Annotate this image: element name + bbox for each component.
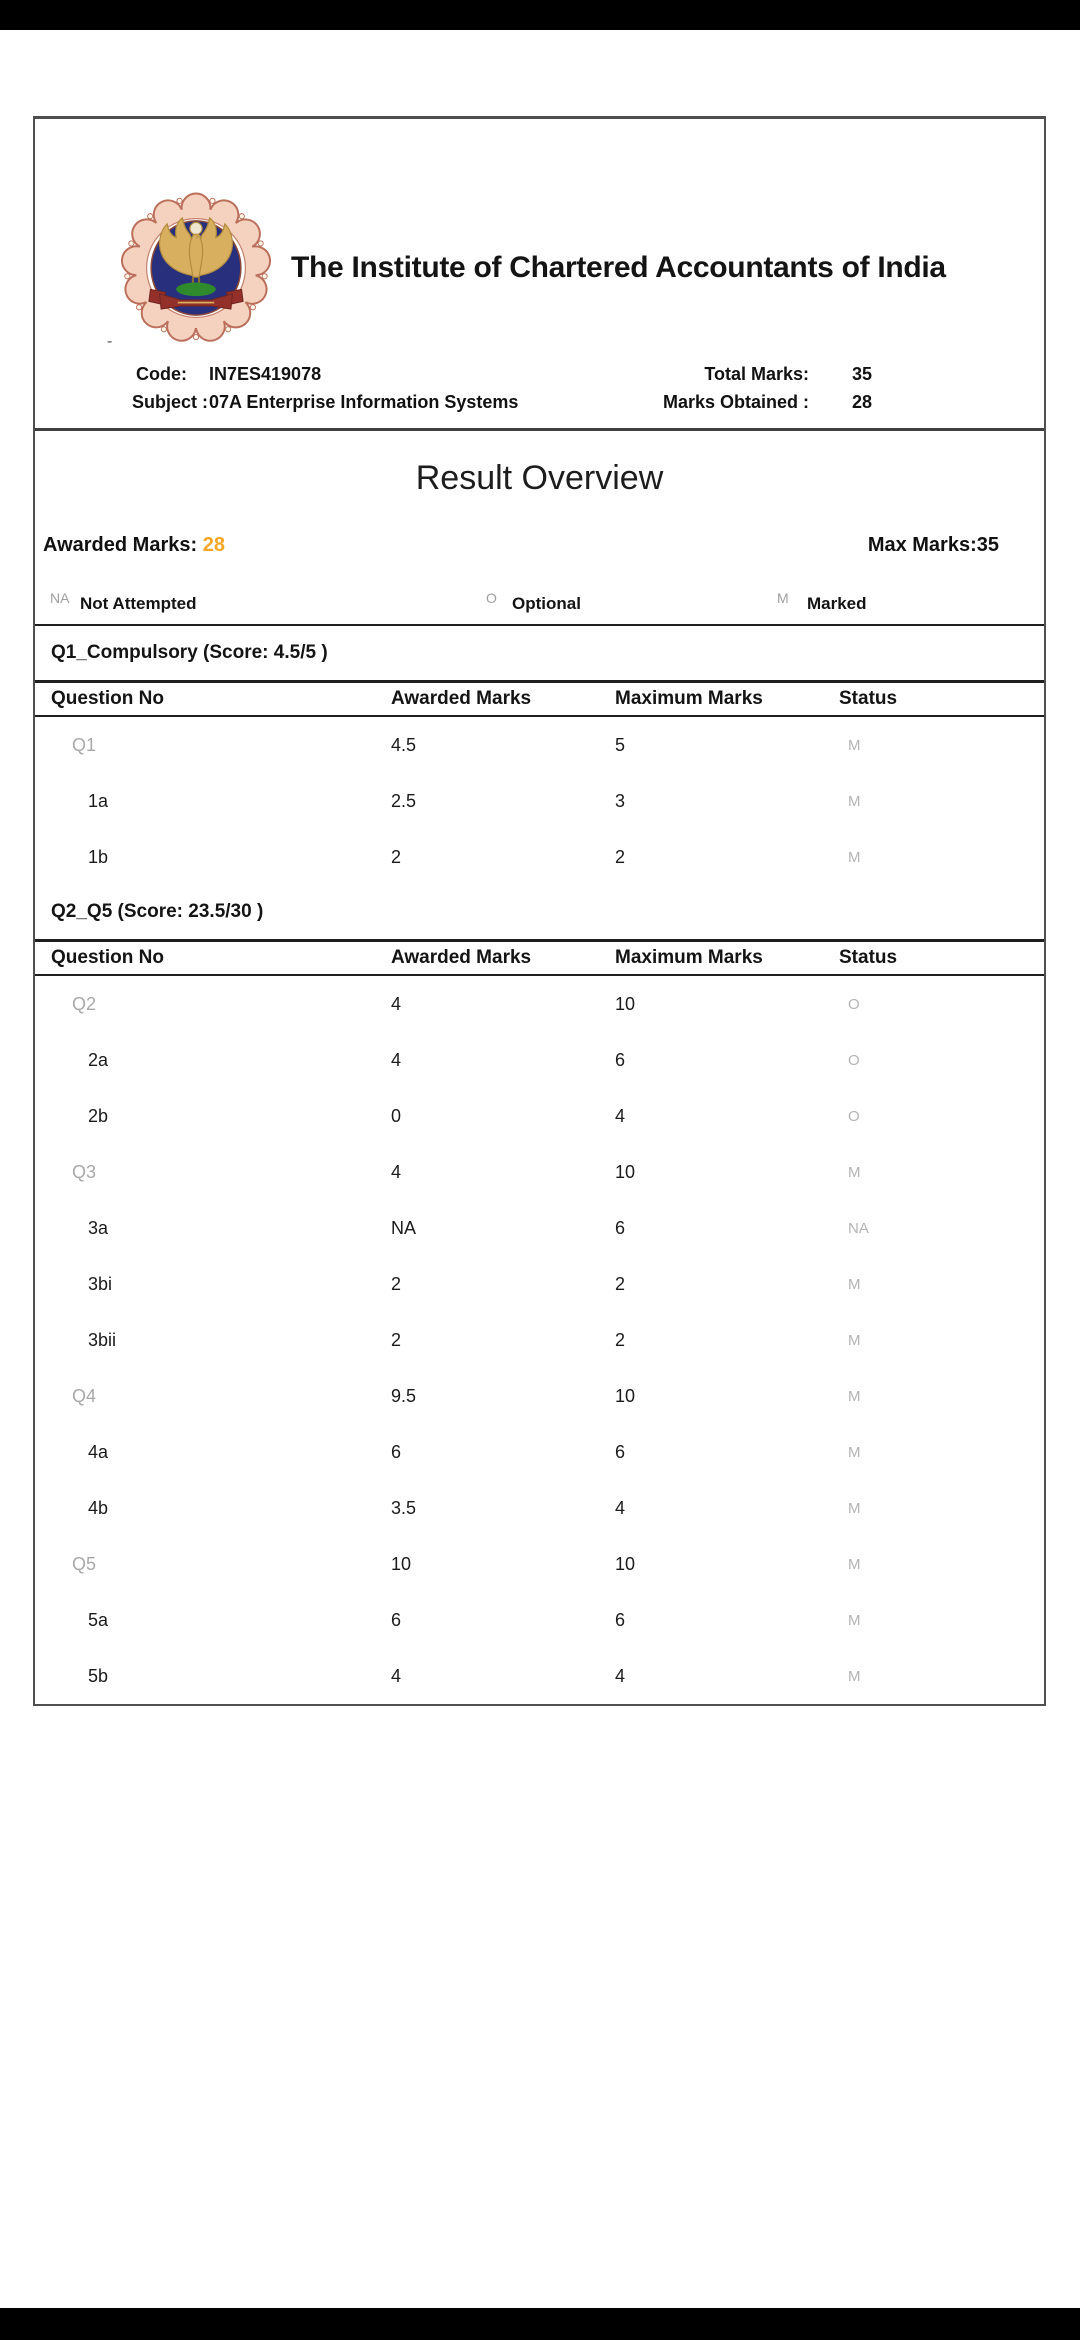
- maximum-cell: 4: [615, 1105, 626, 1126]
- status-bar: [0, 0, 1080, 30]
- table-header-row: [35, 683, 1044, 717]
- awarded-cell: 3.5: [391, 1497, 417, 1518]
- status-cell: M: [848, 792, 861, 810]
- question-cell: 5b: [88, 1665, 109, 1686]
- table-row: [35, 1592, 1044, 1648]
- institute-header: [35, 119, 1044, 344]
- table-row: [35, 1032, 1044, 1088]
- result-section: [35, 626, 1044, 885]
- awarded-cell: 2: [391, 1273, 402, 1294]
- question-cell: 5a: [88, 1609, 109, 1630]
- maximum-cell: 10: [615, 1385, 636, 1406]
- table-row: [35, 1424, 1044, 1480]
- column-header: Status: [839, 947, 898, 968]
- awarded-cell: 4: [391, 1049, 402, 1070]
- question-cell: 4b: [88, 1497, 109, 1518]
- icai-emblem-icon: [120, 192, 272, 344]
- table-row: [35, 717, 1044, 773]
- column-header: Maximum Marks: [615, 688, 763, 709]
- code-label: Code:: [136, 364, 187, 384]
- exam-meta: [35, 344, 1044, 428]
- status-cell: M: [848, 1611, 861, 1629]
- status-cell: M: [848, 1387, 861, 1405]
- awarded-cell: 4: [391, 1665, 402, 1686]
- question-cell: 1a: [88, 790, 109, 811]
- question-cell: 1b: [88, 846, 109, 867]
- table-row: [35, 773, 1044, 829]
- result-section: [35, 885, 1044, 1704]
- dash-mark: -: [107, 333, 113, 350]
- column-header: Awarded Marks: [391, 947, 532, 968]
- legend-code-na: NA: [50, 590, 70, 606]
- section-title: Q1_Compulsory (Score: 4.5/5 ): [51, 642, 328, 663]
- awarded-cell: NA: [391, 1217, 417, 1238]
- marks-summary: [35, 534, 1044, 558]
- awarded-cell: 2.5: [391, 790, 417, 811]
- maximum-cell: 6: [615, 1441, 626, 1462]
- maximum-cell: 6: [615, 1217, 626, 1238]
- awarded-cell: 9.5: [391, 1385, 417, 1406]
- subject-value: 07A Enterprise Information Systems: [209, 392, 519, 412]
- maximum-cell: 10: [615, 993, 636, 1014]
- result-sections: [35, 626, 1044, 1704]
- status-cell: NA: [848, 1219, 869, 1237]
- question-cell: 3a: [88, 1217, 109, 1238]
- status-cell: M: [848, 1275, 861, 1293]
- awarded-cell: 0: [391, 1105, 402, 1126]
- status-cell: M: [848, 1443, 861, 1461]
- institute-name: The Institute of Chartered Accountants of India: [291, 251, 946, 284]
- table-row: [35, 1536, 1044, 1592]
- column-header: Question No: [51, 947, 164, 968]
- maximum-cell: 2: [615, 1329, 626, 1350]
- status-cell: O: [848, 995, 860, 1013]
- table-body: [35, 717, 1044, 885]
- table-row: [35, 976, 1044, 1032]
- table-row: [35, 1256, 1044, 1312]
- navigation-bar: [0, 2308, 1080, 2340]
- max-marks: Max Marks:35: [867, 534, 999, 556]
- table-row: [35, 1648, 1044, 1704]
- marks-table: [35, 680, 1044, 885]
- column-header: Status: [839, 688, 898, 709]
- table-row: [35, 1368, 1044, 1424]
- maximum-cell: 2: [615, 846, 626, 867]
- legend-label-not-attempted: Not Attempted: [80, 594, 197, 613]
- maximum-cell: 6: [615, 1609, 626, 1630]
- legend-code-o: O: [486, 590, 497, 606]
- status-cell: M: [848, 1163, 861, 1181]
- question-cell: 2b: [88, 1105, 109, 1126]
- table-row: [35, 1144, 1044, 1200]
- marks-table: [35, 939, 1044, 1704]
- subject-label: Subject :: [132, 392, 209, 412]
- column-header: Question No: [51, 688, 164, 709]
- question-cell: Q5: [72, 1553, 97, 1574]
- maximum-cell: 10: [615, 1161, 636, 1182]
- question-cell: 4a: [88, 1441, 109, 1462]
- legend-label-optional: Optional: [512, 594, 581, 613]
- status-cell: M: [848, 1555, 861, 1573]
- awarded-cell: 4: [391, 1161, 402, 1182]
- column-header: Awarded Marks: [391, 688, 532, 709]
- status-cell: O: [848, 1051, 860, 1069]
- code-value: IN7ES419078: [209, 364, 322, 384]
- question-cell: Q2: [72, 993, 97, 1014]
- section-title: Q2_Q5 (Score: 23.5/30 ): [51, 901, 264, 922]
- maximum-cell: 4: [615, 1665, 626, 1686]
- table-row: [35, 1200, 1044, 1256]
- awarded-cell: 6: [391, 1441, 402, 1462]
- table-body: [35, 976, 1044, 1704]
- status-cell: M: [848, 736, 861, 754]
- maximum-cell: 6: [615, 1049, 626, 1070]
- status-cell: M: [848, 1331, 861, 1349]
- table-header-row: [35, 942, 1044, 976]
- status-cell: O: [848, 1107, 860, 1125]
- marks-obtained-value: 28: [852, 392, 873, 412]
- status-cell: M: [848, 848, 861, 866]
- status-legend: [35, 578, 1044, 626]
- result-document: [33, 116, 1046, 1706]
- maximum-cell: 5: [615, 734, 626, 755]
- maximum-cell: 4: [615, 1497, 626, 1518]
- awarded-marks: [43, 534, 225, 558]
- table-row: [35, 1088, 1044, 1144]
- awarded-cell: 4.5: [391, 734, 417, 755]
- awarded-cell: 6: [391, 1609, 402, 1630]
- question-cell: Q1: [72, 734, 97, 755]
- awarded-cell: 10: [391, 1553, 412, 1574]
- table-row: [35, 1312, 1044, 1368]
- question-cell: 3bi: [88, 1273, 113, 1294]
- legend-code-m: M: [777, 590, 789, 606]
- maximum-cell: 10: [615, 1553, 636, 1574]
- total-marks-value: 35: [852, 364, 873, 384]
- awarded-cell: 2: [391, 846, 402, 867]
- question-cell: 2a: [88, 1049, 109, 1070]
- question-cell: 3bii: [88, 1329, 117, 1350]
- page-title: Result Overview: [415, 459, 664, 497]
- total-marks-label: Total Marks:: [704, 364, 809, 384]
- question-cell: Q4: [72, 1385, 97, 1406]
- awarded-marks-label: Awarded Marks:: [43, 534, 198, 556]
- maximum-cell: 3: [615, 790, 626, 811]
- status-cell: M: [848, 1499, 861, 1517]
- awarded-cell: 4: [391, 993, 402, 1014]
- marks-obtained-label: Marks Obtained :: [662, 392, 809, 412]
- table-row: [35, 1480, 1044, 1536]
- awarded-cell: 2: [391, 1329, 402, 1350]
- table-row: [35, 829, 1044, 885]
- status-cell: M: [848, 1667, 861, 1685]
- column-header: Maximum Marks: [615, 947, 763, 968]
- maximum-cell: 2: [615, 1273, 626, 1294]
- legend-label-marked: Marked: [807, 594, 867, 613]
- awarded-marks-value: 28: [202, 534, 225, 556]
- question-cell: Q3: [72, 1161, 97, 1182]
